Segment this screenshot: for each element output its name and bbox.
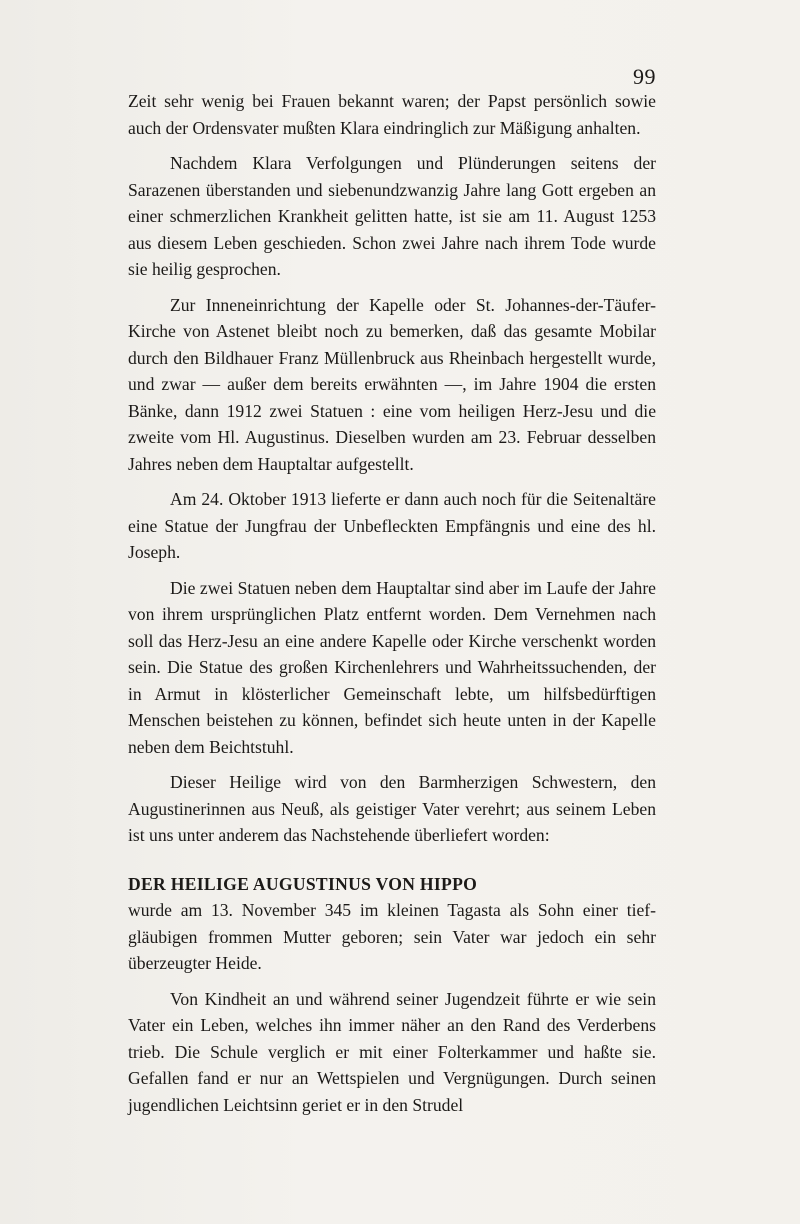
section-heading-augustinus: DER HEILIGE AUGUSTINUS VON HIPPO [128,873,478,894]
paragraph-clara-death: Nachdem Klara Verfolgungen und Plünderungen seitens der Sarazenen überstanden und siebenundzwanzig Jahre lang Gott ergeben an einer schmerzlichen Krankheit gelitten hatte, ist sie am 11. August 1253 aus diesem Leben geschieden. Schon zwei Jahre nach ihrem Tode wurde sie heilig gesprochen. [128,153,656,279]
paragraph-augustinus-birth: wurde am 13. November 345 im kleinen Tagasta als Sohn einer tiefgläubigen frommen Mutter geboren; sein Vater war jedoch ein sehr überzeugter Heide. [128,900,656,973]
page-number: 99 [633,64,656,89]
page-body [128,88,656,1127]
paragraph-clara-moderation: Zeit sehr wenig bei Frauen bekannt waren; der Papst persönlich sowie auch der Ordensvater mußten Klara eindringlich zur Mäßigung anhalten. [128,91,656,138]
paragraph-chapel-furnishings: Zur Inneneinrichtung der Kapelle oder St. Johannes-der-Täufer-Kirche von Astenet bleibt noch zu bemerken, daß das gesamte Mobilar durch den Bildhauer Franz Müllenbruck aus Rheinbach hergestellt wurde, und zwar — außer dem bereits erwähnten —, im Jahre 1904 die ersten Bänke, dann 1912 zwei Statuen : eine vom heiligen Herz-Jesu und die zweite vom Hl. Augustinus. Dieselben wurden am 23. Februar desselben Jahres neben dem Hauptaltar aufgestellt. [128,294,656,474]
paragraph-side-altars: Am 24. Oktober 1913 lieferte er dann auch noch für die Seitenaltäre eine Statue der Jungfrau der Unbefleckten Empfängnis und eine des hl. Joseph. [128,489,656,562]
paragraph-statues-moved: Die zwei Statuen neben dem Hauptaltar sind aber im Laufe der Jahre von ihrem ursprünglichen Platz entfernt worden. Dem Vernehmen nach soll das Herz-Jesu an eine andere Kapelle oder Kirche verschenkt worden sein. Die Statue des großen Kirchenlehrers und Wahrheitssuchenden, der in Armut in klösterlicher Gemeinschaft lebte, um hilfsbedürftigen Menschen beistehen zu können, befindet sich heute unten in der Kapelle neben dem Beichtstuhl. [128,577,656,757]
paragraph-augustinian-sisters: Dieser Heilige wird von den Barmherzigen Schwestern, den Augustinerinnen aus Neuß, als geistiger Vater verehrt; aus seinem Leben ist uns unter anderem das Nachstehende überliefert worden: [128,772,656,845]
paragraph-augustinus-youth: Von Kindheit an und während seiner Jugendzeit führte er wie sein Vater ein Leben, welches ihn immer näher an den Rand des Verderbens trieb. Die Schule verglich er mit einer Folterkammer und haßte sie. Gefallen fand er nur an Wettspielen und Vergnügungen. Durch seinen jugendlichen Leichtsinn geriet er in den Strudel [128,988,656,1115]
